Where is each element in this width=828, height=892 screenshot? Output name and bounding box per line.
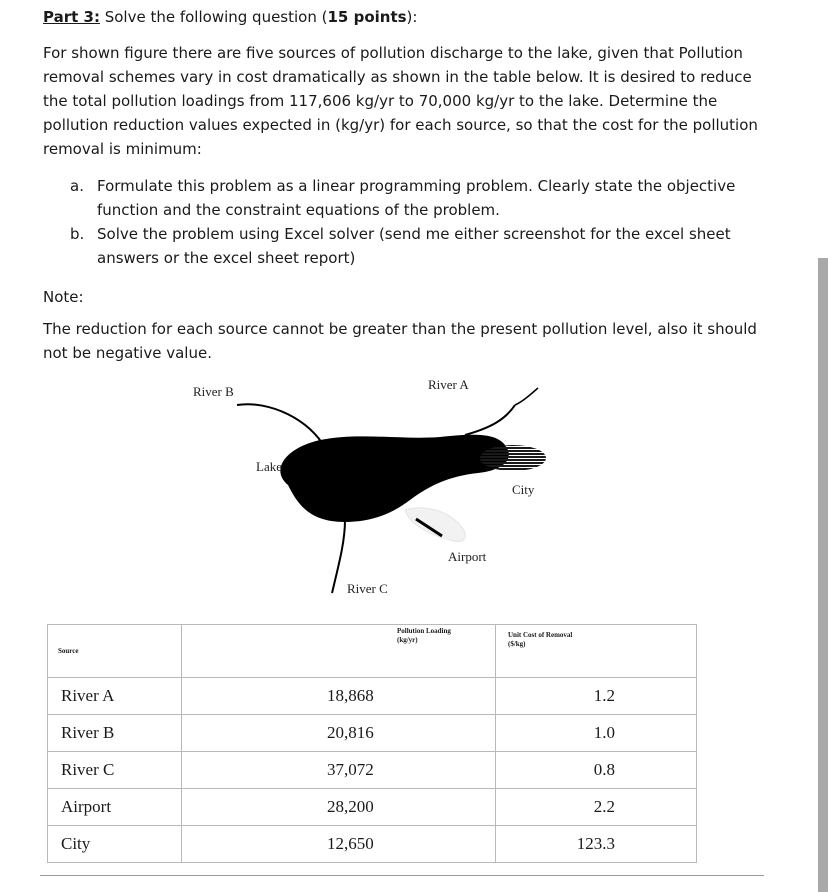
airport-shape	[405, 508, 465, 542]
cell-source: River A	[48, 678, 182, 715]
note-label: Note:	[43, 288, 84, 306]
cell-cost: 1.0	[496, 715, 697, 752]
scrollbar[interactable]	[818, 258, 828, 892]
cell-loading: 20,816	[182, 715, 496, 752]
header-cost	[496, 625, 697, 678]
table-row	[48, 715, 697, 752]
table-row	[48, 678, 697, 715]
cell-source: River B	[48, 715, 182, 752]
river-c-line	[332, 520, 345, 593]
river-c-label: River C	[347, 581, 388, 596]
cell-source: City	[48, 826, 182, 863]
note-text: The reduction for each source cannot be greater than the present pollution level, also it should not be negative value.	[43, 320, 757, 362]
points-label: 15 points	[327, 8, 407, 26]
lake-shape	[280, 435, 508, 522]
cell-cost: 0.8	[496, 752, 697, 789]
river-a-label: River A	[428, 377, 469, 392]
table-row	[48, 752, 697, 789]
pollution-table	[47, 624, 697, 863]
cell-cost: 123.3	[496, 826, 697, 863]
header-loading-line1: Pollution Loading	[397, 627, 451, 635]
table-row	[48, 789, 697, 826]
header-loading	[182, 625, 496, 678]
cell-loading: 12,650	[182, 826, 496, 863]
city-label: City	[512, 482, 535, 497]
river-b-line	[237, 404, 325, 448]
cell-source: Airport	[48, 789, 182, 826]
header-cost-line1: Unit Cost of Removal	[508, 631, 573, 639]
cell-source: River C	[48, 752, 182, 789]
table-row	[48, 826, 697, 863]
header-cost-line2: ($/kg)	[508, 640, 526, 648]
cell-loading: 28,200	[182, 789, 496, 826]
header-source-text: Source	[58, 646, 79, 655]
table-header-row	[48, 625, 697, 678]
task-text-a: Formulate this problem as a linear programming problem. Clearly state the objective function and the constraint equations of the problem.	[97, 177, 736, 219]
bottom-divider	[40, 875, 764, 876]
header-loading-line2: (kg/yr)	[397, 636, 418, 644]
city-shape	[480, 445, 546, 471]
intro-paragraph: For shown figure there are five sources of pollution discharge to the lake, given that Pollution removal schemes vary in cost dramatically as shown in the table below. It is desired to reduce the total pollution loadings from 117,606 kg/yr to 70,000 kg/yr to the lake. Determine the pollution reduction values expected in (kg/yr) for each source, so that the cost for the pollution removal is minimum:	[43, 44, 758, 158]
task-text-b: Solve the problem using Excel solver (send me either screenshot for the excel sheet answers or the excel sheet report)	[97, 225, 731, 267]
cell-loading: 37,072	[182, 752, 496, 789]
lake-label: Lake	[256, 459, 282, 474]
cell-cost: 2.2	[496, 789, 697, 826]
part-label: Part 3:	[43, 8, 100, 26]
title-end: ):	[406, 8, 418, 26]
task-mark-a: a.	[70, 177, 84, 195]
river-a-line	[465, 405, 515, 435]
cell-cost: 1.2	[496, 678, 697, 715]
river-b-label: River B	[193, 384, 234, 399]
task-mark-b: b.	[70, 225, 85, 243]
airport-label: Airport	[448, 549, 487, 564]
header-source	[48, 625, 182, 678]
river-a-tail	[515, 388, 538, 405]
title-text: Solve the following question (	[99, 8, 328, 26]
cell-loading: 18,868	[182, 678, 496, 715]
